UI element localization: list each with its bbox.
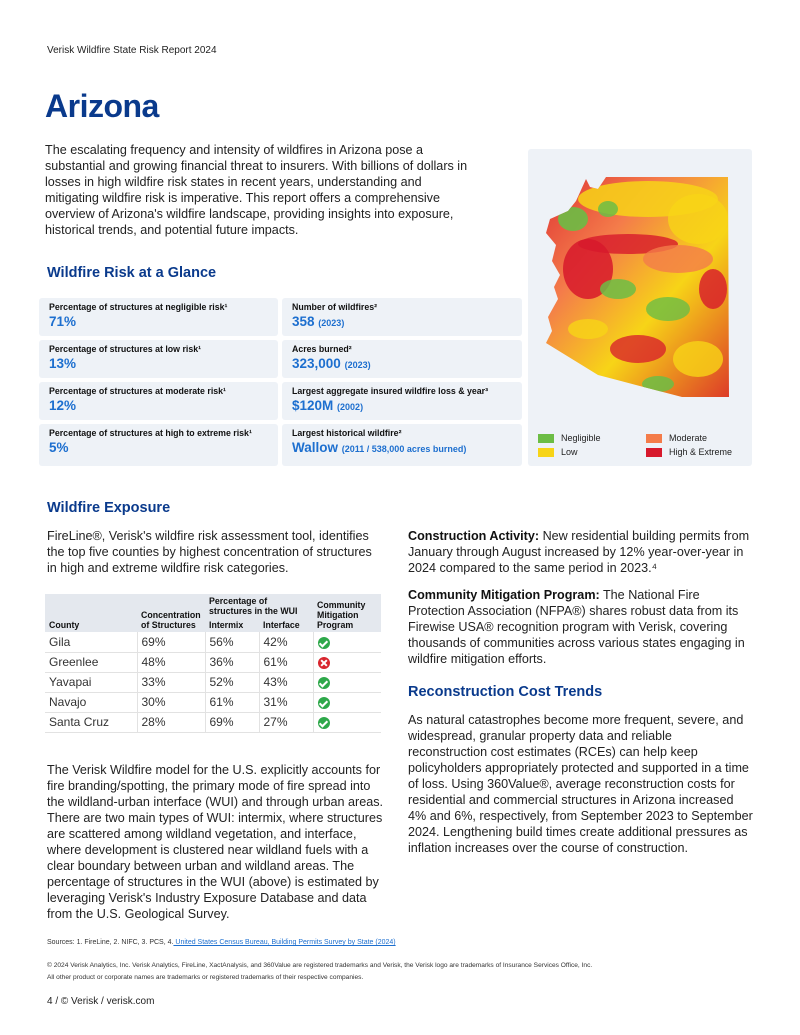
cell-county: Gila xyxy=(45,632,137,652)
stat-value: 12% xyxy=(49,398,77,413)
census-link[interactable]: United States Census Bureau, Building Permits Survey by State (2024) xyxy=(173,939,396,946)
check-icon xyxy=(318,637,330,649)
col-interface: Interface xyxy=(259,618,313,632)
reconstruction-title: Reconstruction Cost Trends xyxy=(408,684,603,700)
stat-negligible xyxy=(39,298,278,336)
cell-interface: 27% xyxy=(259,712,313,732)
check-icon xyxy=(318,717,330,729)
glance-title: Wildfire Risk at a Glance xyxy=(47,265,217,281)
table-row xyxy=(45,632,381,652)
cell-intermix: 56% xyxy=(205,632,259,652)
stat-label: Percentage of structures at high to extreme risk¹ xyxy=(49,428,252,438)
stat-label: Percentage of structures at moderate risk¹ xyxy=(49,386,226,396)
county-exposure-table xyxy=(45,594,381,733)
sources-prefix: Sources: 1. FireLine, 2. NIFC, 3. PCS, 4. xyxy=(47,939,174,946)
cell-intermix: 36% xyxy=(205,652,259,672)
col-concentration: Concentration of Structures xyxy=(137,594,205,632)
intro-paragraph: The escalating frequency and intensity of wildfires in Arizona pose a substantial and growing financial threat to insurers. With billions of dollars in losses in high wildfire risk states in recent years, understanding and mitigating wildfire risk is imperative. This report offers a comprehensive overview of Arizona's wildfire landscape, providing insights into exposure, historical trends, and potential future impacts. xyxy=(45,143,468,237)
table-row xyxy=(45,692,381,712)
stat-label: Number of wildfires² xyxy=(292,302,378,312)
stat-value: 323,000 xyxy=(292,356,341,371)
stat-value: 5% xyxy=(49,440,69,455)
sources xyxy=(47,939,396,946)
cell-county: Santa Cruz xyxy=(45,712,137,732)
col-wui: Percentage of structures in the WUI xyxy=(205,594,313,618)
check-icon xyxy=(318,697,330,709)
legend-low xyxy=(538,447,578,457)
check-icon xyxy=(318,677,330,689)
cell-interface: 61% xyxy=(259,652,313,672)
copyright-line: © 2024 Verisk Analytics, Inc. Verisk Analytics, FireLine, XactAnalysis, and 360Value are registered trademarks and Verisk, the Verisk logo are trademarks of Insurance Services Office, Inc. xyxy=(47,962,593,969)
cell-intermix: 52% xyxy=(205,672,259,692)
stat-label: Largest aggregate insured wildfire loss & year³ xyxy=(292,386,489,396)
stat-value: 71% xyxy=(49,314,77,329)
legend-high-extreme xyxy=(646,447,732,457)
stat-wildfires xyxy=(282,298,522,336)
legend-negligible xyxy=(538,433,601,443)
cell-interface: 43% xyxy=(259,672,313,692)
legend-label: Negligible xyxy=(561,433,601,443)
copyright-line: All other product or corporate names are trademarks or registered trademarks of their respective companies. xyxy=(47,974,364,981)
col-intermix: Intermix xyxy=(205,618,259,632)
stat-label: Percentage of structures at low risk¹ xyxy=(49,344,202,354)
cell-county: Yavapai xyxy=(45,672,137,692)
stat-high-extreme xyxy=(39,424,278,466)
cell-concentration: 28% xyxy=(137,712,205,732)
table-row xyxy=(45,712,381,732)
construction-text: New residential building permits from January through August increased by 12% year-over-year in 2024 compared to the same period in 2023.⁴ xyxy=(408,529,750,575)
stat-year: (2023) xyxy=(318,318,345,328)
table-row xyxy=(45,652,381,672)
report-header: Verisk Wildfire State Risk Report 2024 xyxy=(47,45,217,56)
cell-concentration: 48% xyxy=(137,652,205,672)
cell-concentration: 69% xyxy=(137,632,205,652)
reconstruction-paragraph: As natural catastrophes become more frequent, severe, and widespread, granular property data and reliable reconstruction cost estimates (RCEs) can help keep policyholders appropriately protected and supported in a time of loss. Using 360Value®, average reconstruction costs for residential and commercial structures in Arizona increased 4% and 6%, respectively, from September 2023 to September 2024. Lengthening build times create additional pressures as inflation increases over the course of construction. xyxy=(408,713,753,855)
arizona-risk-map xyxy=(528,149,752,466)
stat-value: 358 xyxy=(292,314,315,329)
cell-concentration: 33% xyxy=(137,672,205,692)
legend-swatch xyxy=(646,434,662,443)
cell-concentration: 30% xyxy=(137,692,205,712)
stat-label: Percentage of structures at negligible risk¹ xyxy=(49,302,228,312)
stat-year: (2002) xyxy=(337,402,364,412)
stat-year: (2023) xyxy=(344,360,371,370)
cell-county: Navajo xyxy=(45,692,137,712)
legend-label: Low xyxy=(561,447,578,457)
legend-label: Moderate xyxy=(669,433,708,443)
stat-label: Acres burned² xyxy=(292,344,352,354)
copyright xyxy=(47,960,592,984)
legend-swatch xyxy=(538,434,554,443)
legend-moderate xyxy=(646,433,707,443)
mitigation-paragraph xyxy=(408,587,753,667)
legend-swatch xyxy=(538,448,554,457)
stat-value: $120M xyxy=(292,398,334,413)
stat-low xyxy=(39,340,278,378)
construction-label: Construction Activity: xyxy=(408,529,540,543)
stat-detail: (2011 / 538,000 acres burned) xyxy=(341,444,467,454)
exposure-intro: FireLine®, Verisk's wildfire risk assessment tool, identifies the top five counties by highest concentration of structures in high and extreme wildfire risk categories. xyxy=(47,529,372,575)
legend-label: High & Extreme xyxy=(669,447,733,457)
cell-interface: 42% xyxy=(259,632,313,652)
cell-interface: 31% xyxy=(259,692,313,712)
col-program: Community Mitigation Program xyxy=(313,594,381,632)
stat-acres xyxy=(282,340,522,378)
stat-label: Largest historical wildfire² xyxy=(292,428,402,438)
mitigation-label: Community Mitigation Program: xyxy=(408,588,600,602)
x-icon xyxy=(318,657,330,669)
exposure-title: Wildfire Exposure xyxy=(47,500,171,516)
col-county: County xyxy=(45,594,137,632)
model-paragraph: The Verisk Wildfire model for the U.S. explicitly accounts for fire branding/spotting, the primary mode of fire spread into the wildland-urban interface (WUI) and through urban areas. There are two main types of WUI: intermix, where structures are scattered among wildland vegetation, and interface, where development is clustered near wildland fuels with a clear boundary between urban and wildland areas. The percentage of structures in the WUI (above) is estimated by leveraging Verisk's Industry Exposure Database and data from the U.S. Geological Survey. xyxy=(47,763,384,921)
cell-county: Greenlee xyxy=(45,652,137,672)
page-title: Arizona xyxy=(45,88,159,124)
stat-value: 13% xyxy=(49,356,77,371)
table-row xyxy=(45,672,381,692)
stat-moderate xyxy=(39,382,278,420)
mitigation-text: The National Fire Protection Association (NFPA®) shares robust data from its Firewise USA® recognition program with Verisk, covering thousands of communities across various states engaging in wildfire mitigation efforts. xyxy=(408,588,745,666)
stat-insured-loss xyxy=(282,382,522,420)
cell-intermix: 61% xyxy=(205,692,259,712)
page-footer: 4 / © Verisk / verisk.com xyxy=(47,996,155,1007)
stat-value: Wallow xyxy=(292,440,338,455)
construction-paragraph xyxy=(408,528,753,576)
risk-map-panel xyxy=(528,149,752,466)
legend-swatch xyxy=(646,448,662,457)
stat-largest-wildfire xyxy=(282,424,522,466)
cell-intermix: 69% xyxy=(205,712,259,732)
